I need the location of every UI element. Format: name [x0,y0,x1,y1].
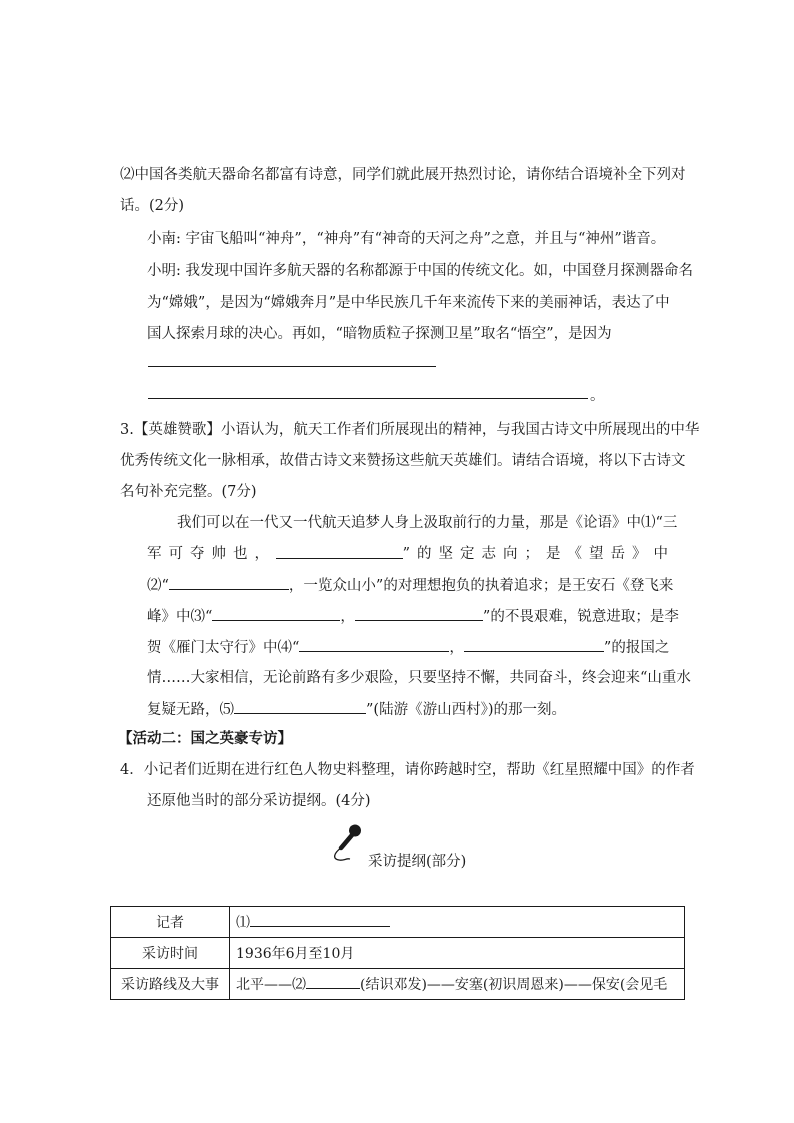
q2-line-1: ⑵中国各类航天器命名都富有诗意，同学们就此展开热烈讨论，请你结合语境补全下列对 [120,167,686,183]
poem-blank-2[interactable] [169,575,289,590]
q3-line-3: 名句补充完整。(7分) [120,484,257,500]
q3-p5-text-b: ， [449,640,464,656]
table-row-value [230,969,685,1000]
poem-blank-3a[interactable] [212,606,340,621]
table-row-value [230,907,685,938]
q2-line-2: 话。(2分) [120,198,185,214]
table-row [111,907,685,938]
q3-passage-line-6: 情……大家相信，无论前路有多少艰险，只要坚持不懈，共同奋斗，终会迎来“山重水 [147,670,691,686]
xiaoming-dialogue-3: 国人探索月球的决心。再如，“暗物质粒子探测卫星”取名“悟空”，是因为 [147,326,612,342]
q3-passage-line-3 [147,575,673,596]
table-row-label: 采访路线及大事 [111,969,230,1000]
table-row-label: 记者 [111,907,230,938]
q2-answer-blank-1[interactable] [148,366,436,367]
q2-answer-blank-2[interactable] [148,398,588,399]
xiaoming-dialogue-1: 小明: 我发现中国许多航天器的名称都源于中国的传统文化。如，中国登月探测器命名 [147,263,693,279]
poem-blank-4b[interactable] [464,637,604,652]
xiaoming-dialogue-2: 为“嫦娥”，是因为“嫦娥奔月”是中华民族几千年来流传下来的美丽神话，表达了中 [147,295,670,311]
q3-passage-line-2 [147,544,675,564]
q3-passage-line-7 [147,699,566,720]
q3-p3-text-a: ⑵“ [147,578,169,594]
table-value-prefix: 北平——⑵ [236,977,306,993]
q3-p4-text-a: 峰》中⑶“ [147,609,213,625]
q3-p5-text-a: 贺《雁门太守行》中⑷“ [147,640,300,656]
poem-blank-4a[interactable] [299,637,449,652]
q3-p3-text-b: ，一览众山小”的对理想抱负的执着追求；是王安石《登飞来 [288,578,674,594]
outline-title: 采访提纲(部分) [368,854,467,870]
microphone-icon [330,823,364,863]
table-row [111,938,685,969]
q3-line-2: 优秀传统文化一脉相承，故借古诗文来赞扬这些航天英雄们。请结合语境，将以下古诗文 [120,453,686,469]
q3-p7-text-a: 复疑无路，⑸ [147,702,234,718]
table-row-value: 1936年6月至10月 [230,938,685,969]
xiaonan-dialogue: 小南: 宇宙飞船叫“神舟”，“神舟”有“神奇的天河之舟”之意，并且与“神州”谐音。 [147,231,666,247]
q3-p2-text-a: 军可夺帅也， [147,546,276,562]
q3-p4-text-c: ”的不畏艰难，锐意进取；是李 [482,609,679,625]
q3-passage-line-4 [147,606,679,627]
poem-blank-3b[interactable] [355,606,483,621]
q3-p5-text-c: ”的报国之 [603,640,670,656]
q2-end-mark: 。 [590,388,605,404]
reporter-blank[interactable] [250,912,390,927]
q3-passage-line-1: 我们可以在一代又一代航天追梦人身上汲取前行的力量，那是《论语》中⑴“三 [177,515,678,531]
poem-blank-5[interactable] [234,699,366,714]
route-blank[interactable] [306,974,360,989]
q3-p7-text-b: ”(陆游《游山西村》)的那一刻。 [366,702,566,718]
table-value-prefix: ⑴ [236,915,250,931]
activity-2-heading: 【活动二：国之英豪专访】 [118,730,292,747]
poem-blank-1[interactable] [276,544,403,559]
q3-line-1: 3.【英雄赞歌】小语认为，航天工作者们所展现出的精神，与我国古诗文中所展现出的中华 [120,422,700,438]
q3-passage-line-5 [147,637,669,658]
table-row [111,969,685,1000]
q4-line-1: 4．小记者们近期在进行红色人物史料整理，请你跨越时空，帮助《红星照耀中国》的作者 [120,762,695,778]
table-row-label: 采访时间 [111,938,230,969]
q4-line-2: 还原他当时的部分采访提纲。(4分) [147,793,371,809]
interview-outline-table [110,906,685,1000]
table-value-suffix: (结识邓发)——安塞(初识周恩来)——保安(会见毛 [360,977,668,993]
q3-p2-text-b: ”的坚定志向；是《望岳》中 [402,546,675,562]
q3-p4-text-b: ， [340,609,355,625]
